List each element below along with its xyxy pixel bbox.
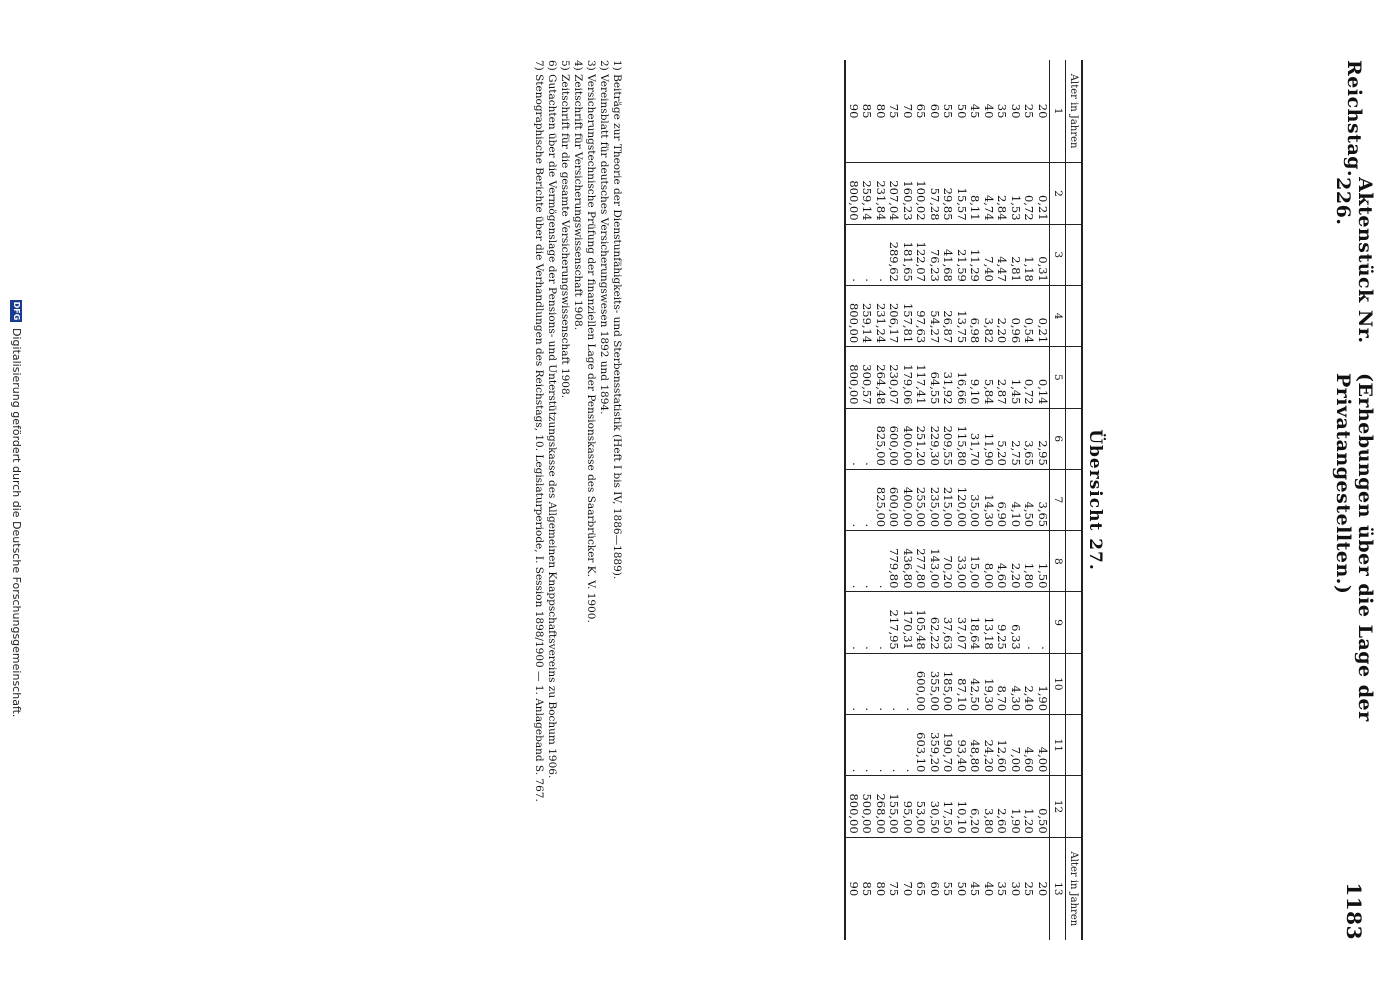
value-cell: ·	[846, 592, 861, 653]
value-cell: 2,40	[1022, 653, 1036, 714]
age-cell: 50	[955, 103, 969, 119]
header-left: Reichstag.	[1343, 60, 1365, 178]
value-cell: 18,64	[968, 592, 982, 653]
value-cell: 7,00	[1009, 715, 1023, 776]
age-cell: 20	[1036, 103, 1050, 119]
age-cell: 60	[928, 103, 942, 119]
value-cell: 2,81	[1009, 224, 1023, 285]
value-cell: 143,00	[928, 531, 942, 592]
value-cell: 2,20	[1009, 531, 1023, 592]
value-cell: 3,65	[1022, 408, 1036, 469]
value-cell: 6,98	[968, 285, 982, 346]
table-row	[941, 60, 955, 940]
column-number: 10	[1050, 653, 1066, 714]
age-cell: 20	[1036, 837, 1050, 940]
value-cell: 10,10	[955, 776, 969, 837]
age-cell: 65	[914, 103, 929, 119]
value-cell: 231,24	[874, 285, 888, 346]
value-cell: ·	[846, 469, 861, 530]
value-cell: 600,00	[914, 653, 928, 714]
value-cell: 231,84	[874, 163, 888, 224]
value-cell: 35,00	[968, 469, 982, 530]
column-number: 9	[1050, 592, 1066, 653]
value-cell: 155,00	[887, 776, 901, 837]
value-cell: ·	[860, 592, 874, 653]
value-cell: 277,80	[914, 531, 928, 592]
value-cell: 500,00	[860, 776, 874, 837]
value-cell: ·	[860, 715, 874, 776]
value-cell: 9,25	[995, 592, 1009, 653]
value-cell: ·	[860, 531, 874, 592]
digitization-text: Digitalisierung gefördert durch die Deutsche Forschungsgemeinschaft.	[10, 328, 23, 718]
age-cell: 30	[1009, 103, 1023, 119]
value-cell: ·	[874, 224, 888, 285]
value-cell: 4,47	[995, 224, 1009, 285]
value-cell: 24,20	[982, 715, 996, 776]
value-cell: 600,00	[887, 408, 901, 469]
age-cell: 30	[1009, 837, 1023, 940]
value-cell: 8,00	[982, 531, 996, 592]
value-cell: 259,14	[860, 285, 874, 346]
age-cell: 55	[941, 837, 955, 940]
value-cell: 31,92	[941, 347, 955, 408]
value-cell: 42,50	[968, 653, 982, 714]
column-number: 3	[1050, 224, 1066, 285]
page-header	[1332, 60, 1376, 940]
value-cell: ·	[846, 408, 861, 469]
value-cell: 0,31	[1036, 224, 1050, 285]
value-cell: 0,72	[1022, 347, 1036, 408]
column-number: 8	[1050, 531, 1066, 592]
value-cell: ·	[901, 715, 915, 776]
value-cell: 19,30	[982, 653, 996, 714]
column-number: 11	[1050, 715, 1066, 776]
value-cell: ·	[887, 653, 901, 714]
age-cell: 40	[982, 103, 996, 119]
header-age: Alter in Jahren	[1066, 60, 1083, 163]
value-cell: ·	[901, 653, 915, 714]
value-cell: 6,90	[995, 469, 1009, 530]
footnote: 7) Stenographische Berichte über die Verhandlungen des Reichstags, 10. Legislaturperiode, I. Session 1898/1900 — 1. Anlageband S. 767.	[533, 60, 545, 802]
value-cell: 8,70	[995, 653, 1009, 714]
age-cell: 60	[928, 837, 942, 940]
value-cell: 3,82	[982, 285, 996, 346]
value-cell: 800,00	[846, 285, 861, 346]
value-cell: ·	[874, 592, 888, 653]
value-cell: ·	[846, 715, 861, 776]
page-number: 1183	[1342, 882, 1366, 940]
value-cell: 179,06	[901, 347, 915, 408]
value-cell: ·	[846, 653, 861, 714]
value-cell: 0,21	[1036, 163, 1050, 224]
value-cell: 603,10	[914, 715, 928, 776]
value-cell: 264,48	[874, 347, 888, 408]
value-cell: 37,63	[941, 592, 955, 653]
value-cell: 120,00	[955, 469, 969, 530]
footnote: 1) Beiträge zur Theorie der Dienstunfähigkeits- und Sterbensstatistik (Heft I bis IV, 1886—1889).	[611, 60, 623, 580]
value-cell: 70,20	[941, 531, 955, 592]
table-row	[968, 60, 982, 940]
table-title: Übersicht 27.	[1085, 429, 1105, 571]
value-cell: ·	[887, 715, 901, 776]
table-row	[887, 60, 901, 940]
value-cell: 2,75	[1009, 408, 1023, 469]
value-cell: 97,63	[914, 285, 928, 346]
value-cell: 0,21	[1036, 285, 1050, 346]
table-row	[1009, 60, 1023, 940]
value-cell: 3,65	[1036, 469, 1050, 530]
value-cell: 1,45	[1009, 347, 1023, 408]
value-cell: 16,66	[955, 347, 969, 408]
footnote: 4) Zeitschrift für Versicherungswissenschaft 1908.	[572, 60, 584, 331]
value-cell: 251,20	[914, 408, 928, 469]
value-cell: 31,70	[968, 408, 982, 469]
column-number: 4	[1050, 285, 1066, 346]
value-cell: 17,50	[941, 776, 955, 837]
value-cell: 229,30	[928, 408, 942, 469]
value-cell: 185,00	[941, 653, 955, 714]
value-cell: 15,57	[955, 163, 969, 224]
value-cell: 268,00	[874, 776, 888, 837]
value-cell: 2,95	[1036, 408, 1050, 469]
footnotes	[532, 60, 623, 940]
value-cell: 26,87	[941, 285, 955, 346]
value-cell: 76,23	[928, 224, 942, 285]
age-cell: 80	[874, 103, 888, 119]
age-cell: 25	[1022, 103, 1037, 119]
value-cell: 95,00	[901, 776, 915, 837]
value-cell: 87,10	[955, 653, 969, 714]
age-cell: 75	[887, 837, 901, 940]
age-cell: 25	[1022, 837, 1036, 940]
value-cell: 6,20	[968, 776, 982, 837]
value-cell: 13,75	[955, 285, 969, 346]
value-cell: 825,00	[874, 469, 888, 530]
value-cell: ·	[874, 531, 888, 592]
value-cell: 170,31	[901, 592, 915, 653]
value-cell: 400,00	[901, 469, 915, 530]
value-cell: 53,00	[914, 776, 928, 837]
value-cell: 12,60	[995, 715, 1009, 776]
value-cell: ·	[874, 715, 888, 776]
footnote: 6) Gutachten über die Vermögenslage der Pensions- und Unterstützungskasse des Allgemeinen Knappschaftsvereins zu Bochum 1906.	[546, 60, 558, 779]
value-cell: 48,80	[968, 715, 982, 776]
table-row	[995, 60, 1009, 940]
value-cell: 4,60	[1022, 715, 1036, 776]
value-cell: 1,80	[1022, 531, 1036, 592]
age-cell: 40	[982, 837, 996, 940]
age-cell: 90	[847, 103, 861, 119]
value-cell: 215,00	[941, 469, 955, 530]
column-number: 2	[1050, 163, 1066, 224]
value-cell: 105,48	[914, 592, 928, 653]
value-cell: 1,90	[1036, 653, 1050, 714]
value-cell: 33,00	[955, 531, 969, 592]
value-cell: 14,30	[982, 469, 996, 530]
value-cell: 160,23	[901, 163, 915, 224]
table-row	[914, 60, 928, 940]
footnote: 3) Versicherungstechnische Prüfung der finanziellen Lage der Pensionskasse des Saarbrücker K. V. 1900.	[585, 60, 597, 623]
age-cell: 70	[901, 103, 915, 119]
value-cell: 2,60	[995, 776, 1009, 837]
value-cell: 11,29	[968, 224, 982, 285]
value-cell: 7,40	[982, 224, 996, 285]
digitization-note	[10, 300, 23, 1000]
value-cell: 21,59	[955, 224, 969, 285]
age-cell: 90	[846, 837, 861, 940]
value-cell: 4,30	[1009, 653, 1023, 714]
table-row	[846, 60, 861, 940]
value-cell: 0,50	[1036, 776, 1050, 837]
value-cell: ·	[860, 408, 874, 469]
table-row	[928, 60, 942, 940]
value-cell: 4,10	[1009, 469, 1023, 530]
value-cell: 181,65	[901, 224, 915, 285]
value-cell: 8,11	[968, 163, 982, 224]
value-cell: 1,50	[1036, 531, 1050, 592]
value-cell: 15,00	[968, 531, 982, 592]
value-cell: 2,87	[995, 347, 1009, 408]
value-cell: 4,74	[982, 163, 996, 224]
value-cell: 9,10	[968, 347, 982, 408]
value-cell: 117,41	[914, 347, 928, 408]
value-cell: 436,80	[901, 531, 915, 592]
age-cell: 70	[901, 837, 915, 940]
column-number: 12	[1050, 776, 1066, 837]
table-row	[860, 60, 874, 940]
age-cell: 85	[860, 103, 875, 119]
column-number: 1	[1050, 60, 1066, 163]
value-cell: 289,62	[887, 224, 901, 285]
value-cell: ·	[846, 531, 861, 592]
value-cell: 3,80	[982, 776, 996, 837]
header-center: Aktenstück Nr. 226.	[1332, 177, 1376, 344]
value-cell: 355,00	[928, 653, 942, 714]
value-cell: 100,02	[914, 163, 928, 224]
column-number: 7	[1050, 469, 1066, 530]
value-cell: 359,20	[928, 715, 942, 776]
age-cell: 35	[995, 103, 1010, 119]
value-cell: 1,90	[1009, 776, 1023, 837]
value-cell: 217,95	[887, 592, 901, 653]
value-cell: 157,81	[901, 285, 915, 346]
value-cell: 57,28	[928, 163, 942, 224]
value-cell: 115,80	[955, 408, 969, 469]
value-cell: 5,20	[995, 408, 1009, 469]
value-cell: 29,85	[941, 163, 955, 224]
value-cell: 825,00	[874, 408, 888, 469]
value-cell: 800,00	[846, 163, 861, 224]
value-cell: 300,57	[860, 347, 874, 408]
table-row	[874, 60, 888, 940]
age-cell: 50	[955, 837, 969, 940]
value-cell: 800,00	[846, 347, 861, 408]
value-cell: ·	[1036, 592, 1050, 653]
value-cell: ·	[874, 653, 888, 714]
value-cell: 6,33	[1009, 592, 1023, 653]
value-cell: 206,17	[887, 285, 901, 346]
value-cell: 255,00	[914, 469, 928, 530]
dfg-logo: DFG	[12, 301, 21, 321]
column-numbers-row	[1050, 60, 1066, 940]
header-title: (Erhebungen über die Lage der Privatangestellten.)	[1332, 372, 1376, 722]
value-cell: 230,07	[887, 347, 901, 408]
age-cell: 45	[968, 103, 983, 119]
value-cell: 4,50	[1022, 469, 1036, 530]
age-cell: 45	[968, 837, 982, 940]
value-cell: 5,84	[982, 347, 996, 408]
table-row	[1022, 60, 1036, 940]
value-cell: ·	[860, 653, 874, 714]
invalidity-table	[845, 60, 1084, 940]
value-cell: 30,50	[928, 776, 942, 837]
age-cell: 80	[874, 837, 888, 940]
value-cell: 54,27	[928, 285, 942, 346]
value-cell: 0,72	[1022, 163, 1036, 224]
value-cell: 400,00	[901, 408, 915, 469]
value-cell: 207,04	[887, 163, 901, 224]
value-cell: 779,80	[887, 531, 901, 592]
value-cell: ·	[1022, 592, 1036, 653]
column-number: 5	[1050, 347, 1066, 408]
table-body	[846, 60, 1050, 940]
footnote: 2) Vereinsblatt für deutsches Versicherungswesen 1892 und 1894.	[598, 60, 610, 415]
value-cell: 2,20	[995, 285, 1009, 346]
value-cell: 13,18	[982, 592, 996, 653]
column-number: 6	[1050, 408, 1066, 469]
value-cell: 64,55	[928, 347, 942, 408]
footnote: 5) Zeitschrift für die gesamte Versicherungswissenschaft 1908.	[559, 60, 571, 399]
value-cell: 4,00	[1036, 715, 1050, 776]
value-cell: 122,07	[914, 224, 928, 285]
value-cell: 4,60	[995, 531, 1009, 592]
value-cell: 1,53	[1009, 163, 1023, 224]
table-row	[901, 60, 915, 940]
value-cell: 2,84	[995, 163, 1009, 224]
value-cell: 259,14	[860, 163, 874, 224]
table-row	[955, 60, 969, 940]
age-cell: 75	[887, 103, 902, 119]
value-cell: 209,55	[941, 408, 955, 469]
age-cell: 55	[941, 103, 956, 119]
value-cell: ·	[860, 224, 874, 285]
value-cell: 41,68	[941, 224, 955, 285]
table-row	[1036, 60, 1050, 940]
age-cell: 65	[914, 837, 928, 940]
value-cell: 1,18	[1022, 224, 1036, 285]
header-age-right: Alter in Jahren	[1066, 837, 1083, 940]
value-cell: 0,96	[1009, 285, 1023, 346]
value-cell: 0,14	[1036, 347, 1050, 408]
value-cell: 235,00	[928, 469, 942, 530]
value-cell: ·	[860, 469, 874, 530]
value-cell: 800,00	[846, 776, 861, 837]
age-cell: 85	[860, 837, 874, 940]
age-cell: 35	[995, 837, 1009, 940]
value-cell: 62,22	[928, 592, 942, 653]
column-number: 13	[1050, 837, 1066, 940]
table-container	[845, 60, 1084, 940]
value-cell: 11,90	[982, 408, 996, 469]
value-cell: 1,20	[1022, 776, 1036, 837]
table-row	[982, 60, 996, 940]
value-cell: 93,40	[955, 715, 969, 776]
value-cell: 37,07	[955, 592, 969, 653]
value-cell: 0,54	[1022, 285, 1036, 346]
value-cell: ·	[846, 224, 861, 285]
value-cell: 190,70	[941, 715, 955, 776]
value-cell: 600,00	[887, 469, 901, 530]
